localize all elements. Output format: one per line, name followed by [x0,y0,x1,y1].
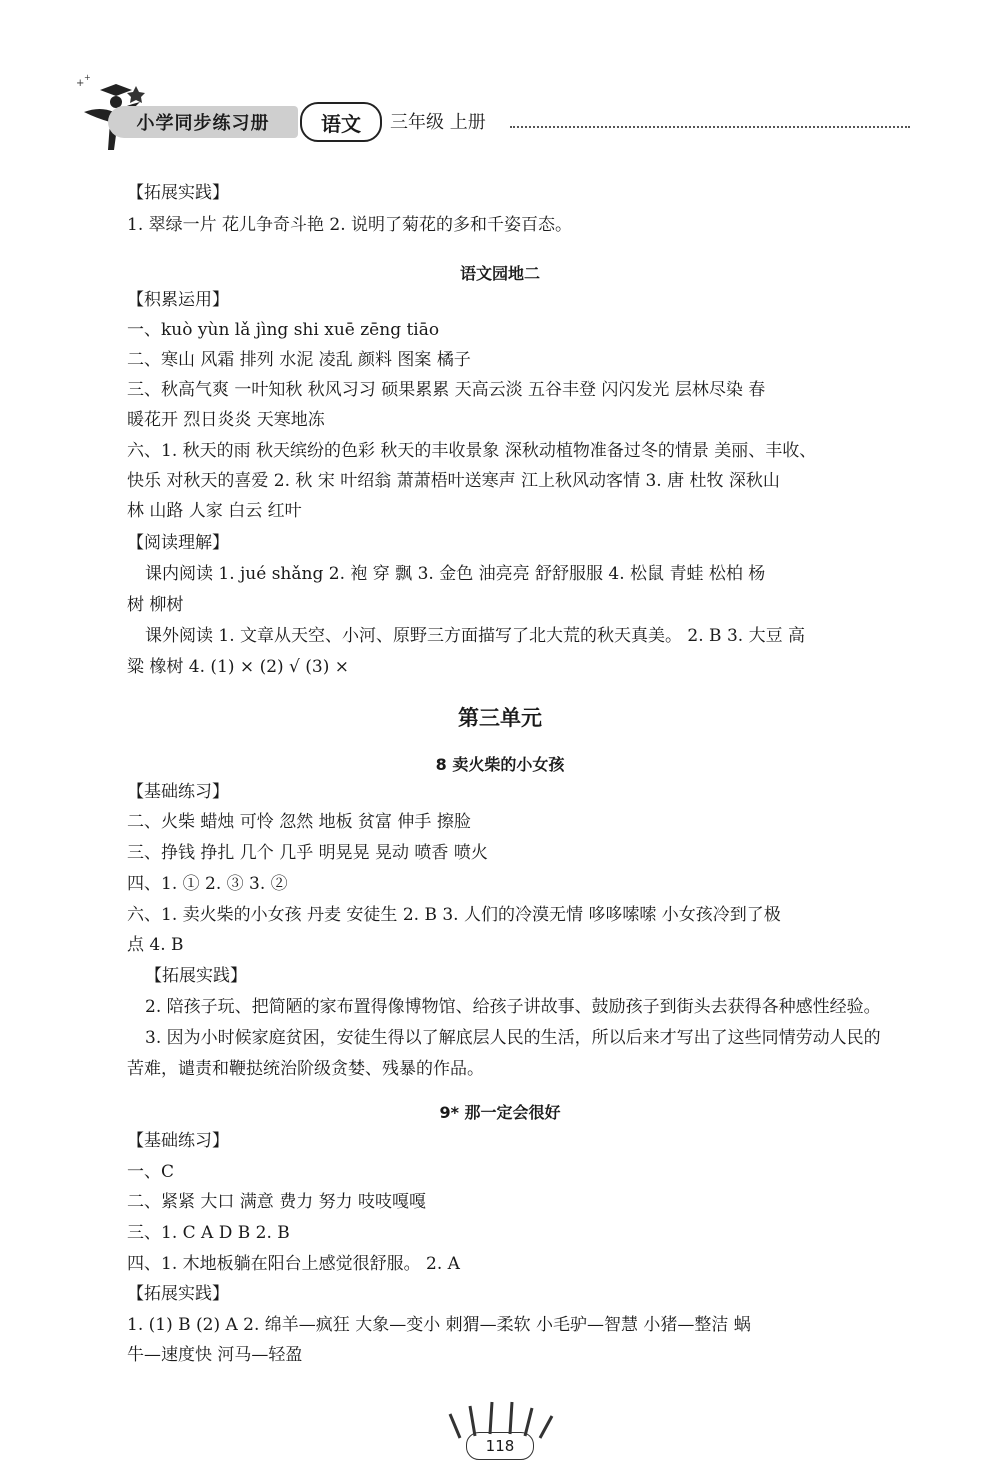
text-line: 三、挣钱 挣扎 几个 几乎 明晃晃 晃动 喷香 喷火 [127,843,488,863]
text-line: 3. 因为小时候家庭贫困，安徒生得以了解底层人民的生活，所以后来才写出了这些同情劳动人民的 [145,1028,881,1048]
text-line: 暖花开 烈日炎炎 天寒地冻 [127,410,325,430]
page-number: 118 [466,1432,534,1460]
text-line: 四、1. ① 2. ③ 3. ② [127,874,288,894]
text-line: 一、kuò yùn lǎ jìng shi xuē zēng tiāo [127,320,440,340]
text-line: 1. (1) B (2) A 2. 绵羊—疯狂 大象—变小 刺猬—柔软 小毛驴—智慧 小猪—整洁 蜗 [127,1315,751,1335]
text-line: 2. 陪孩子玩、把简陋的家布置得像博物馆、给孩子讲故事、鼓励孩子到街头去获得各种感性经验。 [145,997,881,1017]
text-line: 快乐 对秋天的喜爱 2. 秋 宋 叶绍翁 萧萧梧叶送寒声 江上秋风动客情 3. 唐 杜牧 深秋山 [127,471,780,491]
page-header [60,72,920,152]
series-title: 小学同步练习册 [108,106,298,138]
svg-text:+: + [76,78,85,89]
text-line: 【基础练习】 [127,1131,229,1151]
text-line: 1. 翠绿一片 花儿争奇斗艳 2. 说明了菊花的多和千姿百态。 [127,215,573,235]
grade-label: 三年级 上册 [390,112,486,133]
svg-text:+: + [84,73,91,82]
header-divider [510,126,910,128]
text-line: 林 山路 人家 白云 红叶 [127,501,302,521]
text-line: 【基础练习】 [127,782,229,802]
subject-badge: 语文 [300,102,382,142]
text-line: 牛—速度快 河马—轻盈 [127,1345,303,1365]
text-line: 【拓展实践】 [145,966,247,986]
text-line: 一、C [127,1162,175,1182]
text-line: 【拓展实践】 [127,1284,229,1304]
text-line: 三、秋高气爽 一叶知秋 秋风习习 硕果累累 天高云淡 五谷丰登 闪闪发光 层林尽染 春 [127,380,766,400]
text-line: 课内阅读 1. jué shǎng 2. 袍 穿 飘 3. 金色 油亮亮 舒舒服服 4. 松鼠 青蛙 松柏 杨 [145,564,766,584]
text-line: 【阅读理解】 [127,533,229,553]
section-heading-garden: 语文园地二 [459,264,540,283]
text-line: 苦难，谴责和鞭挞统治阶级贪婪、残暴的作品。 [127,1059,484,1079]
text-line: 二、寒山 风霜 排列 水泥 凌乱 颜料 图案 橘子 [127,350,471,370]
text-line: 课外阅读 1. 文章从天空、小河、原野三方面描写了北大荒的秋天真美。 2. B 3. 大豆 高 [145,626,805,646]
text-line: 六、1. 卖火柴的小女孩 丹麦 安徒生 2. B 3. 人们的冷漠无情 哆哆嗦嗦 小女孩冷到了极 [127,905,781,925]
text-line: 点 4. B [127,935,184,955]
text-line: 粱 橡树 4. (1) × (2) √ (3) × [127,657,350,677]
text-line: 三、1. C A D B 2. B [127,1223,290,1243]
text-line: 六、1. 秋天的雨 秋天缤纷的色彩 秋天的丰收景象 深秋动植物准备过冬的情景 美丽、丰收、 [127,441,817,461]
text-line: 二、紧紧 大口 满意 费力 努力 吱吱嘎嘎 [127,1192,427,1212]
text-line: 【拓展实践】 [127,183,229,203]
text-line: 【积累运用】 [127,290,229,310]
lesson-heading-8: 8 卖火柴的小女孩 [435,755,565,774]
lesson-heading-9: 9* 那一定会很好 [439,1103,561,1122]
unit-heading: 第三单元 [458,706,542,730]
text-line: 二、火柴 蜡烛 可怜 忽然 地板 贫富 伸手 擦脸 [127,812,471,832]
text-line: 四、1. 木地板躺在阳台上感觉很舒服。 2. A [127,1254,460,1274]
text-line: 树 柳树 [127,595,184,615]
